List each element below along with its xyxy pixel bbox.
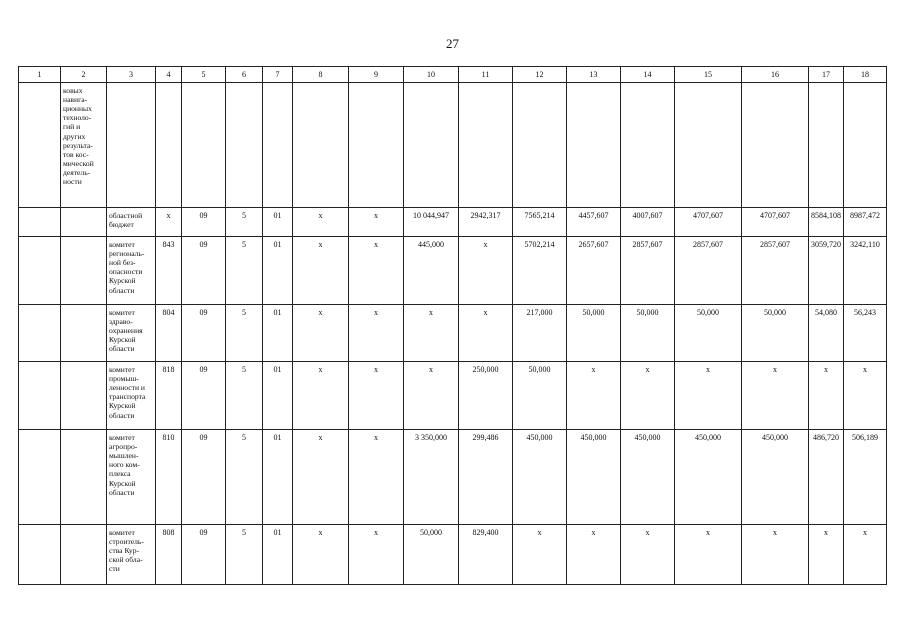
table-cell xyxy=(293,83,349,208)
table-cell xyxy=(182,83,226,208)
table-row xyxy=(19,208,887,237)
table-cell: 450,000 xyxy=(567,430,621,525)
table-cell xyxy=(19,430,61,525)
table-cell: 09 xyxy=(182,208,226,237)
column-header: 2 xyxy=(61,67,107,83)
budget-table xyxy=(18,66,887,585)
table-cell: х xyxy=(844,362,887,430)
table-cell: 01 xyxy=(263,362,293,430)
table-cell: х xyxy=(293,237,349,305)
table-cell: 217,000 xyxy=(513,305,567,362)
table-cell xyxy=(156,83,182,208)
table-cell: 7565,214 xyxy=(513,208,567,237)
table-row xyxy=(19,362,887,430)
table-cell: х xyxy=(742,362,809,430)
table-cell: х xyxy=(844,525,887,585)
table-cell: 5 xyxy=(226,305,263,362)
table-cell: 50,000 xyxy=(621,305,675,362)
column-header: 8 xyxy=(293,67,349,83)
table-cell: 01 xyxy=(263,430,293,525)
table-cell: х xyxy=(293,305,349,362)
table-cell: комитет региональ- ной без- опасности Курской области xyxy=(107,237,156,305)
table-cell: 50,000 xyxy=(742,305,809,362)
table-cell xyxy=(19,305,61,362)
table-cell xyxy=(404,83,459,208)
table-cell: 810 xyxy=(156,430,182,525)
table-cell: х xyxy=(567,525,621,585)
table-cell: х xyxy=(459,305,513,362)
table-row xyxy=(19,430,887,525)
table-cell xyxy=(107,83,156,208)
table-cell xyxy=(809,83,844,208)
table-cell: 01 xyxy=(263,305,293,362)
table-cell: 2857,607 xyxy=(742,237,809,305)
table-cell xyxy=(513,83,567,208)
table-cell: х xyxy=(809,525,844,585)
table-cell: 09 xyxy=(182,237,226,305)
table-cell xyxy=(675,83,742,208)
table-cell xyxy=(263,83,293,208)
table-cell: 3059,720 xyxy=(809,237,844,305)
table-cell: комитет здраво- охранения Курской области xyxy=(107,305,156,362)
table-cell: 10 044,947 xyxy=(404,208,459,237)
table-cell: комитет промыш- ленности и транспорта Курской области xyxy=(107,362,156,430)
table-cell: 843 xyxy=(156,237,182,305)
header-row xyxy=(19,67,887,83)
column-header: 6 xyxy=(226,67,263,83)
column-header: 4 xyxy=(156,67,182,83)
table-cell: 54,080 xyxy=(809,305,844,362)
column-header: 17 xyxy=(809,67,844,83)
table-cell: х xyxy=(404,305,459,362)
table-cell xyxy=(61,305,107,362)
table-cell: 50,000 xyxy=(567,305,621,362)
table-cell xyxy=(19,525,61,585)
table-cell: 4457,607 xyxy=(567,208,621,237)
table-cell xyxy=(19,237,61,305)
table-cell: 5 xyxy=(226,362,263,430)
table-cell: х xyxy=(349,525,404,585)
table-cell: комитет строитель- ства Кур- ской обла- сти xyxy=(107,525,156,585)
table-cell: 299,486 xyxy=(459,430,513,525)
table-row xyxy=(19,305,887,362)
table-cell xyxy=(742,83,809,208)
column-header: 13 xyxy=(567,67,621,83)
table-cell: х xyxy=(349,237,404,305)
table-cell: 01 xyxy=(263,237,293,305)
table-cell xyxy=(459,83,513,208)
table-cell: 829,400 xyxy=(459,525,513,585)
table-cell: комитет агропро- мышлен- ного ком- плекса Курской области xyxy=(107,430,156,525)
column-header: 15 xyxy=(675,67,742,83)
column-header: 12 xyxy=(513,67,567,83)
table-cell xyxy=(61,525,107,585)
table-cell: 50,000 xyxy=(513,362,567,430)
table-row xyxy=(19,83,887,208)
column-header: 16 xyxy=(742,67,809,83)
table-cell: х xyxy=(349,430,404,525)
table-cell xyxy=(61,237,107,305)
table-cell: х xyxy=(809,362,844,430)
table-cell xyxy=(19,208,61,237)
table-cell: 09 xyxy=(182,362,226,430)
table-cell: 5 xyxy=(226,430,263,525)
table-cell: 808 xyxy=(156,525,182,585)
table-cell: х xyxy=(404,362,459,430)
column-header: 14 xyxy=(621,67,675,83)
table-cell: 5 xyxy=(226,525,263,585)
column-header: 3 xyxy=(107,67,156,83)
table-cell: х xyxy=(349,305,404,362)
table-cell xyxy=(61,208,107,237)
table-cell: х xyxy=(742,525,809,585)
table-cell: х xyxy=(675,362,742,430)
table-cell: 450,000 xyxy=(742,430,809,525)
table-cell: х xyxy=(156,208,182,237)
table-cell: 2657,607 xyxy=(567,237,621,305)
table-cell: х xyxy=(459,237,513,305)
table-cell: 09 xyxy=(182,525,226,585)
table-cell: 50,000 xyxy=(675,305,742,362)
table-cell: х xyxy=(293,525,349,585)
table-cell: 4707,607 xyxy=(675,208,742,237)
table-cell: 445,000 xyxy=(404,237,459,305)
table-cell xyxy=(567,83,621,208)
table-cell xyxy=(621,83,675,208)
table-cell: 01 xyxy=(263,525,293,585)
table-cell: х xyxy=(349,208,404,237)
table-cell xyxy=(349,83,404,208)
table-cell: х xyxy=(513,525,567,585)
page-number: 27 xyxy=(446,36,459,51)
table-cell: 486,720 xyxy=(809,430,844,525)
table-cell: 5 xyxy=(226,208,263,237)
column-header: 11 xyxy=(459,67,513,83)
table-cell xyxy=(19,362,61,430)
table-cell: х xyxy=(567,362,621,430)
table-cell: х xyxy=(621,362,675,430)
table-cell: 506,189 xyxy=(844,430,887,525)
table-cell: 5 xyxy=(226,237,263,305)
table-cell: 4007,607 xyxy=(621,208,675,237)
table-cell xyxy=(844,83,887,208)
table-cell: 8987,472 xyxy=(844,208,887,237)
table-cell: 5702,214 xyxy=(513,237,567,305)
table-cell: 09 xyxy=(182,430,226,525)
table-cell: 2857,607 xyxy=(621,237,675,305)
table-cell: областной бюджет xyxy=(107,208,156,237)
column-header: 18 xyxy=(844,67,887,83)
column-header: 10 xyxy=(404,67,459,83)
table-cell: х xyxy=(675,525,742,585)
table-cell xyxy=(61,430,107,525)
table-cell: х xyxy=(349,362,404,430)
table-cell: х xyxy=(293,362,349,430)
table-cell: 8584,108 xyxy=(809,208,844,237)
table-row xyxy=(19,237,887,305)
table-cell: х xyxy=(293,208,349,237)
column-header: 1 xyxy=(19,67,61,83)
table-cell: 804 xyxy=(156,305,182,362)
table-cell: 01 xyxy=(263,208,293,237)
column-header: 5 xyxy=(182,67,226,83)
table-cell: 09 xyxy=(182,305,226,362)
column-header: 7 xyxy=(263,67,293,83)
column-header: 9 xyxy=(349,67,404,83)
table-cell xyxy=(19,83,61,208)
table-cell: 250,000 xyxy=(459,362,513,430)
table-cell xyxy=(61,362,107,430)
table-cell: 3242,110 xyxy=(844,237,887,305)
table-cell: 2942,317 xyxy=(459,208,513,237)
table-cell: 4707,607 xyxy=(742,208,809,237)
table-cell xyxy=(226,83,263,208)
table-cell: 818 xyxy=(156,362,182,430)
table-cell: ковых навига- ционных техноло- гий и других результа- тов кос- мической деятель- ности xyxy=(61,83,107,208)
table-cell: 50,000 xyxy=(404,525,459,585)
table-cell: х xyxy=(293,430,349,525)
table-cell: 450,000 xyxy=(513,430,567,525)
table-row xyxy=(19,525,887,585)
table-cell: 56,243 xyxy=(844,305,887,362)
table-cell: х xyxy=(621,525,675,585)
table-cell: 3 350,000 xyxy=(404,430,459,525)
table-cell: 450,000 xyxy=(675,430,742,525)
table-cell: 2857,607 xyxy=(675,237,742,305)
table-cell: 450,000 xyxy=(621,430,675,525)
